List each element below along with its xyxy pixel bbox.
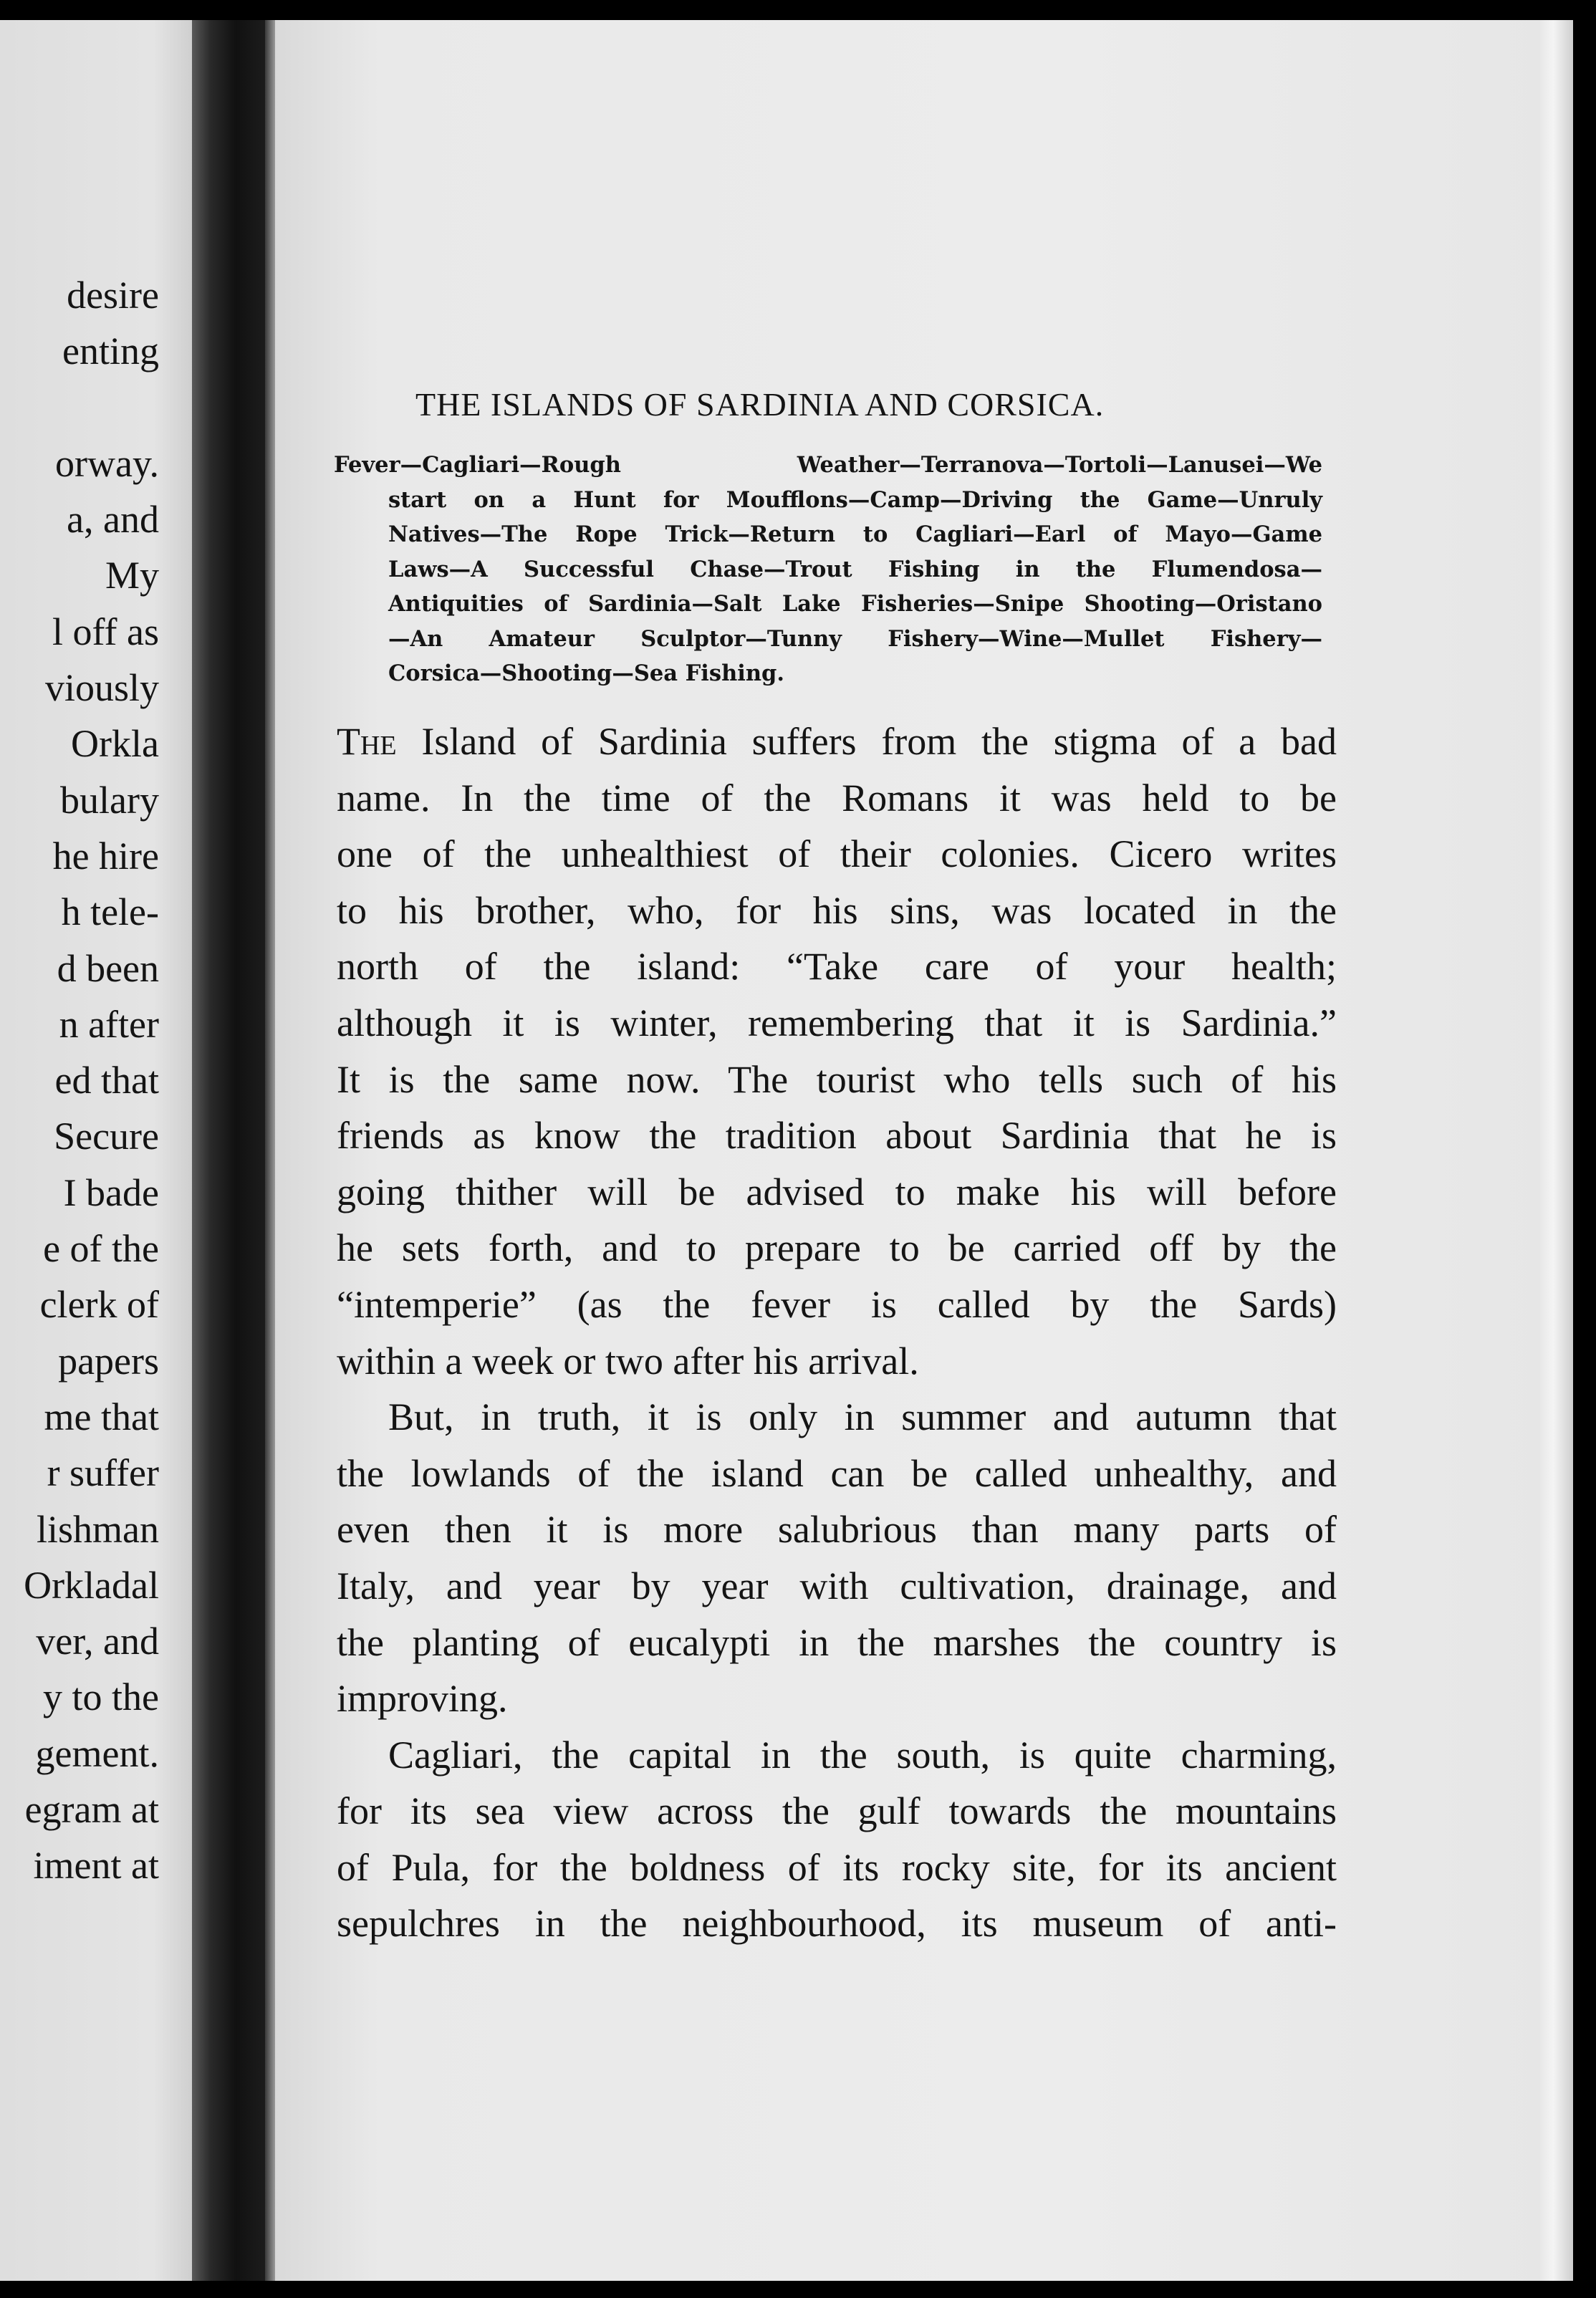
- left-line: r suffer: [47, 1451, 159, 1495]
- drop-word: The: [337, 720, 397, 763]
- left-line: lishman: [37, 1507, 159, 1551]
- body-line: the planting of eucalypti in the marshes the country is: [337, 1620, 1337, 1664]
- body-line: But, in truth, it is only in summer and autumn that: [388, 1395, 1337, 1439]
- synopsis-line: Fever—Cagliari—Rough Weather—Terranova—Tortoli—Lanusei—We: [334, 452, 1322, 478]
- left-line: e of the: [43, 1227, 159, 1271]
- left-line: bulary: [60, 778, 159, 822]
- left-line: iment at: [33, 1844, 159, 1888]
- left-line: d been: [57, 946, 159, 990]
- left-line: orway.: [55, 441, 159, 485]
- body-line: even then it is more salubrious than many parts of: [337, 1508, 1337, 1552]
- book-gutter: [192, 20, 265, 2281]
- body-line: he sets forth, and to prepare to be carried off by the: [337, 1226, 1337, 1270]
- left-line: h tele-: [61, 890, 159, 934]
- body-line: improving.: [337, 1677, 508, 1721]
- chapter-synopsis: [334, 448, 1322, 691]
- left-line: My: [105, 554, 159, 597]
- left-line: ed that: [54, 1059, 159, 1102]
- body-line: of Pula, for the boldness of its rocky site, for its ancient: [337, 1845, 1337, 1889]
- body-line: for its sea view across the gulf towards the mountains: [337, 1789, 1337, 1833]
- body-line: going thither will be advised to make his will before: [337, 1170, 1337, 1213]
- left-line: I bade: [63, 1170, 159, 1214]
- body-line: friends as know the tradition about Sardinia that he is: [337, 1114, 1337, 1158]
- left-line: enting: [62, 330, 159, 373]
- body-line: north of the island: “Take care of your health;: [337, 945, 1337, 989]
- body-line: name. In the time of the Romans it was held to be: [337, 776, 1337, 819]
- body-line: Italy, and year by year with cultivation, drainage, and: [337, 1564, 1337, 1607]
- synopsis-line: start on a Hunt for Moufflons—Camp—Driving the Game—Unruly: [388, 486, 1322, 513]
- left-line: papers: [58, 1339, 159, 1383]
- body-line: one of the unhealthiest of their colonies. Cicero writes: [337, 832, 1337, 876]
- body-line: although it is winter, remembering that it is Sardinia.”: [337, 1001, 1337, 1044]
- left-line: n after: [59, 1002, 159, 1046]
- left-line: Secure: [54, 1115, 159, 1158]
- left-line: y to the: [43, 1676, 159, 1719]
- facing-page-left: [0, 20, 192, 2281]
- left-line: Orkla: [71, 722, 159, 766]
- facing-page-text: [0, 267, 159, 1894]
- left-line: l off as: [52, 610, 159, 653]
- left-line: Orkladal: [24, 1563, 159, 1607]
- body-line: It is the same now. The tourist who tells such of his: [337, 1057, 1337, 1101]
- left-line: [0, 380, 159, 436]
- body-line: within a week or two after his arrival.: [337, 1339, 919, 1383]
- body-line: [337, 713, 1337, 770]
- left-line: me that: [44, 1395, 159, 1438]
- body-line: to his brother, who, for his sins, was located in the: [337, 888, 1337, 932]
- page-edge: [1540, 20, 1573, 2281]
- left-line: clerk of: [39, 1283, 159, 1327]
- synopsis-line: —An Amateur Sculptor—Tunny Fishery—Wine—Mullet Fishery—: [388, 625, 1322, 652]
- left-line: viously: [44, 666, 159, 710]
- chapter-title: THE ISLANDS OF SARDINIA AND CORSICA.: [415, 386, 1105, 423]
- left-line: gement.: [35, 1731, 159, 1775]
- body-line-text: Island of Sardinia suffers from the stigma of a bad: [396, 720, 1337, 763]
- body-line: “intemperie” (as the fever is called by the Sards): [337, 1282, 1337, 1326]
- left-line: a, and: [67, 498, 159, 542]
- body-text: [337, 713, 1337, 1952]
- left-line: he hire: [52, 834, 159, 878]
- synopsis-line: Corsica—Shooting—Sea Fishing.: [388, 660, 784, 686]
- synopsis-line: Natives—The Rope Trick—Return to Cagliari—Earl of Mayo—Game: [388, 521, 1322, 547]
- gutter-shadow: [265, 20, 275, 2281]
- body-line: sepulchres in the neighbourhood, its museum of anti-: [337, 1902, 1337, 1946]
- left-line: desire: [67, 274, 159, 317]
- synopsis-line: Antiquities of Sardinia—Salt Lake Fisheries—Snipe Shooting—Oristano: [388, 591, 1322, 617]
- left-line: egram at: [24, 1788, 159, 1832]
- left-line: ver, and: [36, 1620, 159, 1663]
- body-line: Cagliari, the capital in the south, is quite charming,: [388, 1733, 1337, 1777]
- synopsis-line: Laws—A Successful Chase—Trout Fishing in the Flumendosa—: [388, 556, 1322, 582]
- body-line: the lowlands of the island can be called unhealthy, and: [337, 1451, 1337, 1495]
